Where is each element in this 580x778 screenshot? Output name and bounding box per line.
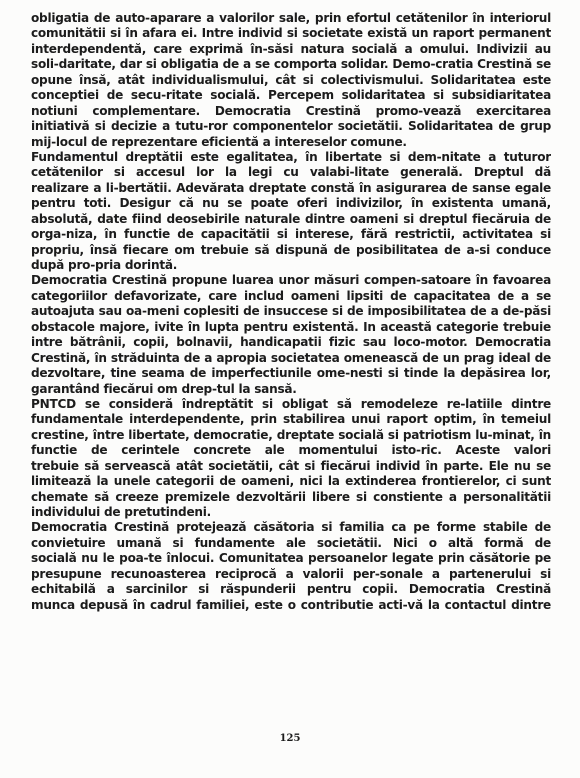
text-line: absolută, date fiind deosebirile naturale dintre oameni si dreptul fiecăruia de [31,211,551,226]
text-line: PNTCD se consideră îndreptătit si obligat să remodeleze re-latiile dintre [31,396,551,411]
text-line: conceptiei de secu-ritate socială. Percepem solidaritatea si subsidiaritatea [31,88,551,103]
text-line: functie de cerintele concrete ale momentului isto-ric. Aceste valori [31,443,551,458]
text-line: obligatia de auto-aparare a valorilor sale, prin efortul cetătenilor în interiorul [31,11,551,25]
text-line: autoajuta sau oa-meni coplesiti de insuccese si de imposibilitatea de a de-păsi [31,304,551,319]
text-line: presupune recunoasterea reciprocă a valorii per-sonale a partenerului si [31,566,551,581]
text-line: convietuire umană si fundamente ale societătii. Nici o altă formă de [31,535,551,550]
text-line: orga-niza, în functie de capacitătii si interese, fără restrictii, activitatea si [31,227,551,242]
text-line: socială nu le poa-te înlocui. Comunitatea persoanelor legate prin căsătorie pe [31,551,551,566]
text-line: pentru toti. Desigur că nu se poate oferi indivizilor, în existenta umană, [31,196,551,211]
text-line: garantând fiecărui om drep-tul la sansă. [31,381,297,396]
text-line: Crestină, în străduinta de a apropia societatea omenească de un prag ideal de [31,350,551,365]
text-line: opune însă, atât individualismului, cât si colectivismului. Solidaritatea este [31,72,551,87]
text-line: Fundamentul dreptătii este egalitatea, în libertate si dem-nitate a tuturor [31,149,551,164]
text-line: crestine, între libertate, democratie, dreptate socială si patriotism lu-minat, în [31,427,551,442]
text-line: propriu, însă fiecare om trebuie să dispună de posibilitatea de a-si conduce [31,242,551,257]
text-line: intre bătrânii, copii, bolnavii, handicapatii fizic sau loco-motor. Democratia [31,335,551,350]
text-line: limitează la unele categorii de oameni, nici la extinderea frontierelor, ci sunt [31,474,551,489]
text-line: echitabilă a sarcinilor si răspunderii pentru copii. Democratia Crestină [31,582,551,597]
text-line: chemate să creeze premizele dezvoltării libere si constiente a personalitătii [31,489,551,504]
page-number: 125 [279,733,301,744]
text-line: fundamentale interdependente, prin stabilirea unui raport optim, în temeiul [31,412,551,427]
text-line: obstacole majore, ivite în lupta pentru existentă. In această categorie trebuie [31,319,551,334]
text-line: interdependentă, care exprimă în-săsi natura socială a omului. Indivizii au [31,41,551,56]
text-line: notiuni complementare. Democratia Crestină promo-vează exercitarea [31,103,551,118]
text-line: dezvoltare, tine seama de imperfectiunile ome-nesti si tinde la depăsirea lor, [31,366,551,381]
text-line: trebuie să servească atât societătii, cât si fiecărui individ în parte. Ele nu se [31,458,551,473]
text-line: soli-daritate, dar si obligatia de a se comporta solidar. Demo-cratia Crestină se [31,57,551,72]
text-line: categoriilor defavorizate, care includ oameni lipsiti de capacitatea de a se [31,288,551,303]
text-line: Democratia Crestină protejează căsătoria si familia ca pe forme stabile de [31,520,551,535]
text-line: individului de pretutindeni. [31,505,211,519]
text-line: realizare a li-bertătii. Adevărata dreptate constă în asigurarea de sanse egale [31,180,551,195]
text-line: Democratia Crestină propune luarea unor măsuri compen-satoare în favoarea [31,273,551,288]
text-line: după pro-pria dorintă. [31,258,178,272]
text-line: initiativă si decizie a tutu-ror componentelor societătii. Solidaritatea de grup [31,119,551,134]
text-line: mij-locul de reprezentare eficientă a intereselor comune. [31,134,407,149]
text-line: cetătenilor si accesul lor la legi cu valabi-litate generală. Dreptul dă [31,165,551,180]
body-text [31,11,551,613]
text-line: comunitătii si în afara ei. Intre individ si societate există un raport permanent [31,26,551,41]
text-line: munca depusă în cadrul familiei, este o contributie acti-vă la contactul dintre [31,597,551,612]
